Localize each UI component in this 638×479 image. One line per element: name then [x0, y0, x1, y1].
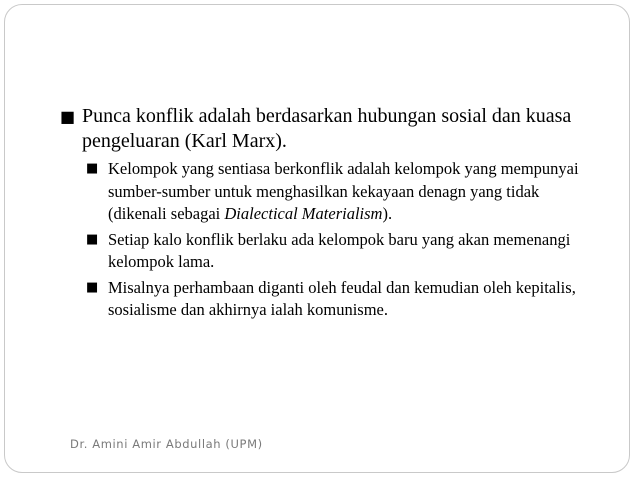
- sub-bullet-item-2: [60, 229, 600, 274]
- square-bullet-icon: ■: [86, 161, 99, 176]
- bullet-text: Misalnya perhambaan diganti oleh feudal dan kemudian oleh kepitalis, sosialisme dan akhirnya ialah komunisme.: [108, 277, 576, 319]
- square-bullet-icon: ■: [60, 107, 76, 126]
- slide-footer: Dr. Amini Amir Abdullah (UPM): [70, 437, 263, 451]
- slide-content: [60, 104, 600, 325]
- bullet-text: Punca konflik adalah berdasarkan hubungan sosial dan kuasa pengeluaran (Karl Marx).: [82, 105, 572, 152]
- bullet-text: Kelompok yang sentiasa berkonflik adalah kelompok yang mempunyai sumber-sumber untuk menghasilkan kekayaan denagn yang tidak (dikenali sebagai: [108, 159, 579, 223]
- square-bullet-icon: ■: [86, 279, 99, 295]
- sub-bullet-item-3: [60, 277, 600, 322]
- square-bullet-icon: ■: [86, 231, 99, 247]
- sub-bullet-item-1: [60, 158, 600, 226]
- bullet-item-1: [60, 104, 600, 154]
- bullet-italic-term: Dialectical Materialism: [224, 204, 383, 223]
- bullet-text: Setiap kalo konflik berlaku ada kelompok baru yang akan memenangi kelompok lama.: [108, 229, 571, 271]
- bullet-text-end: ).: [382, 204, 393, 223]
